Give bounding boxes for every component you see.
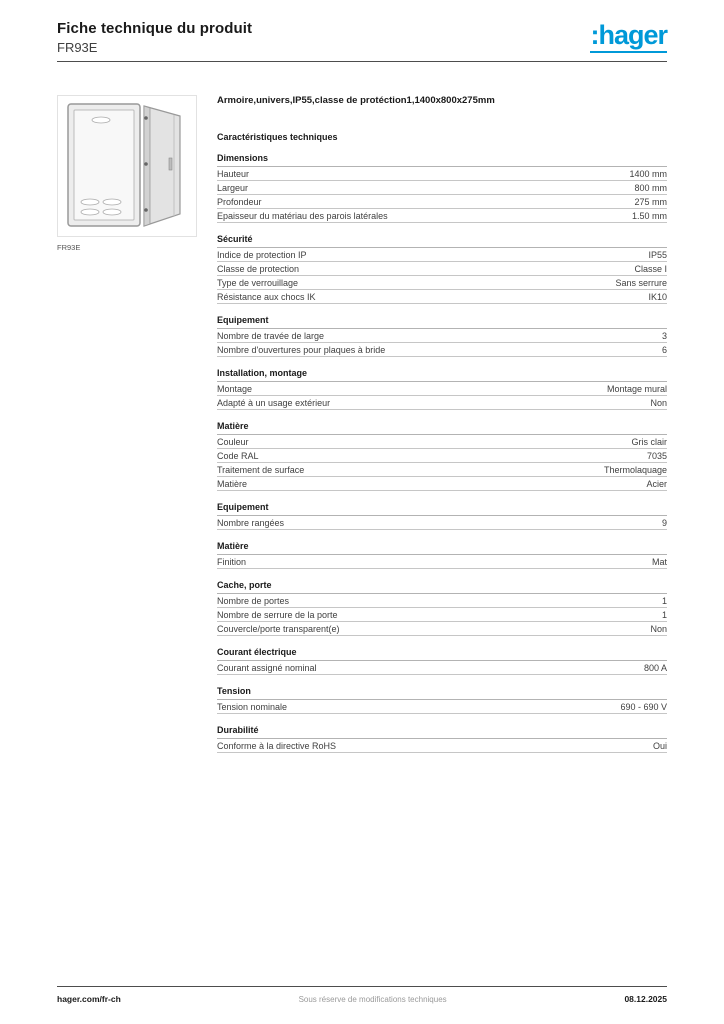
- product-image-caption: FR93E: [57, 243, 81, 252]
- spec-section-title: Matière: [217, 541, 667, 555]
- spec-value: 1: [661, 609, 667, 620]
- spec-label: Nombre de travée de large: [217, 330, 325, 341]
- spec-row: [217, 396, 667, 410]
- spec-section: [217, 421, 667, 491]
- spec-section-title: Equipement: [217, 315, 667, 329]
- spec-row: [217, 276, 667, 290]
- spec-row: [217, 329, 667, 343]
- spec-label: Code RAL: [217, 450, 259, 461]
- product-code: FR93E: [57, 40, 98, 55]
- spec-section-title: Matière: [217, 421, 667, 435]
- footer-disclaimer: Sous réserve de modifications techniques: [298, 995, 447, 1004]
- spec-section-title: Dimensions: [217, 153, 667, 167]
- header-text: [57, 20, 252, 55]
- product-image: [57, 95, 197, 237]
- spec-section: [217, 580, 667, 636]
- footer-website: hager.com/fr-ch: [57, 994, 121, 1004]
- spec-label: Couvercle/porte transparent(e): [217, 623, 340, 634]
- spec-row: [217, 449, 667, 463]
- spec-value: 275 mm: [634, 196, 667, 207]
- spec-value: Gris clair: [631, 436, 667, 447]
- spec-value: 3: [661, 330, 667, 341]
- spec-row: [217, 555, 667, 569]
- spec-row: [217, 661, 667, 675]
- spec-section: [217, 686, 667, 714]
- spec-value: 7035: [646, 450, 667, 461]
- spec-value: Classe I: [634, 263, 667, 274]
- spec-label: Hauteur: [217, 168, 250, 179]
- spec-row: [217, 262, 667, 276]
- spec-label: Tension nominale: [217, 701, 288, 712]
- spec-value: IP55: [648, 249, 667, 260]
- spec-row: [217, 435, 667, 449]
- spec-row: [217, 463, 667, 477]
- spec-label: Profondeur: [217, 196, 262, 207]
- spec-value: 800 mm: [634, 182, 667, 193]
- spec-section-title: Cache, porte: [217, 580, 667, 594]
- spec-row: [217, 195, 667, 209]
- spec-value: Non: [650, 397, 667, 408]
- spec-label: Nombre rangées: [217, 517, 285, 528]
- page-title: Fiche technique du produit: [57, 20, 253, 37]
- spec-label: Indice de protection IP: [217, 249, 307, 260]
- spec-section: [217, 368, 667, 410]
- spec-value: Montage mural: [606, 383, 667, 394]
- spec-row: [217, 594, 667, 608]
- spec-sections: [217, 153, 667, 753]
- footer-date: 08.12.2025: [624, 994, 667, 1004]
- spec-section-title: Installation, montage: [217, 368, 667, 382]
- spec-section-title: Tension: [217, 686, 667, 700]
- spec-row: [217, 516, 667, 530]
- spec-row: [217, 248, 667, 262]
- spec-label: Matière: [217, 478, 248, 489]
- spec-label: Type de verrouillage: [217, 277, 299, 288]
- spec-row: [217, 181, 667, 195]
- spec-value: 9: [661, 517, 667, 528]
- spec-label: Nombre de serrure de la porte: [217, 609, 338, 620]
- spec-value: 1: [661, 595, 667, 606]
- characteristics-title: Caractéristiques techniques: [217, 132, 338, 142]
- spec-label: Adapté à un usage extérieur: [217, 397, 331, 408]
- spec-row: [217, 382, 667, 396]
- spec-row: [217, 209, 667, 223]
- spec-value: 800 A: [643, 662, 667, 673]
- spec-value: 690 - 690 V: [620, 701, 667, 712]
- spec-row: [217, 343, 667, 357]
- spec-value: Mat: [651, 556, 667, 567]
- spec-row: [217, 622, 667, 636]
- spec-label: Résistance aux chocs IK: [217, 291, 316, 302]
- spec-label: Traitement de surface: [217, 464, 305, 475]
- footer: [57, 986, 667, 1004]
- spec-label: Couleur: [217, 436, 249, 447]
- spec-section-title: Durabilité: [217, 725, 667, 739]
- spec-value: Non: [650, 623, 667, 634]
- spec-row: [217, 477, 667, 491]
- spec-row: [217, 167, 667, 181]
- spec-section-title: Equipement: [217, 502, 667, 516]
- spec-section: [217, 153, 667, 223]
- spec-section: [217, 725, 667, 753]
- header: [57, 20, 667, 62]
- spec-section: [217, 541, 667, 569]
- spec-value: 1400 mm: [629, 168, 667, 179]
- cabinet-drawing-icon: [62, 100, 192, 232]
- product-description: Armoire,univers,IP55,classe de protéction1,1400x800x275mm: [217, 95, 495, 106]
- spec-section: [217, 502, 667, 530]
- spec-value: Oui: [652, 740, 667, 751]
- spec-value: IK10: [648, 291, 667, 302]
- product-image-column: [57, 95, 197, 753]
- spec-column: [217, 95, 667, 753]
- spec-row: [217, 290, 667, 304]
- spec-label: Finition: [217, 556, 247, 567]
- spec-section-title: Courant électrique: [217, 647, 667, 661]
- spec-label: Classe de protection: [217, 263, 300, 274]
- spec-label: Nombre de portes: [217, 595, 290, 606]
- main-content: [57, 95, 667, 753]
- spec-value: 6: [661, 344, 667, 355]
- spec-value: Thermolaquage: [603, 464, 667, 475]
- spec-row: [217, 608, 667, 622]
- spec-row: [217, 739, 667, 753]
- spec-value: Sans serrure: [615, 277, 667, 288]
- spec-value: 1.50 mm: [631, 210, 667, 221]
- spec-value: Acier: [646, 478, 667, 489]
- spec-label: Montage: [217, 383, 253, 394]
- spec-section: [217, 315, 667, 357]
- spec-row: [217, 700, 667, 714]
- spec-label: Courant assigné nominal: [217, 662, 317, 673]
- spec-label: Conforme à la directive RoHS: [217, 740, 337, 751]
- spec-label: Largeur: [217, 182, 249, 193]
- spec-section-title: Sécurité: [217, 234, 667, 248]
- spec-label: Nombre d'ouvertures pour plaques à bride: [217, 344, 386, 355]
- spec-section: [217, 234, 667, 304]
- spec-label: Epaisseur du matériau des parois latérales: [217, 210, 388, 221]
- hager-logo: :hager: [590, 21, 667, 53]
- spec-section: [217, 647, 667, 675]
